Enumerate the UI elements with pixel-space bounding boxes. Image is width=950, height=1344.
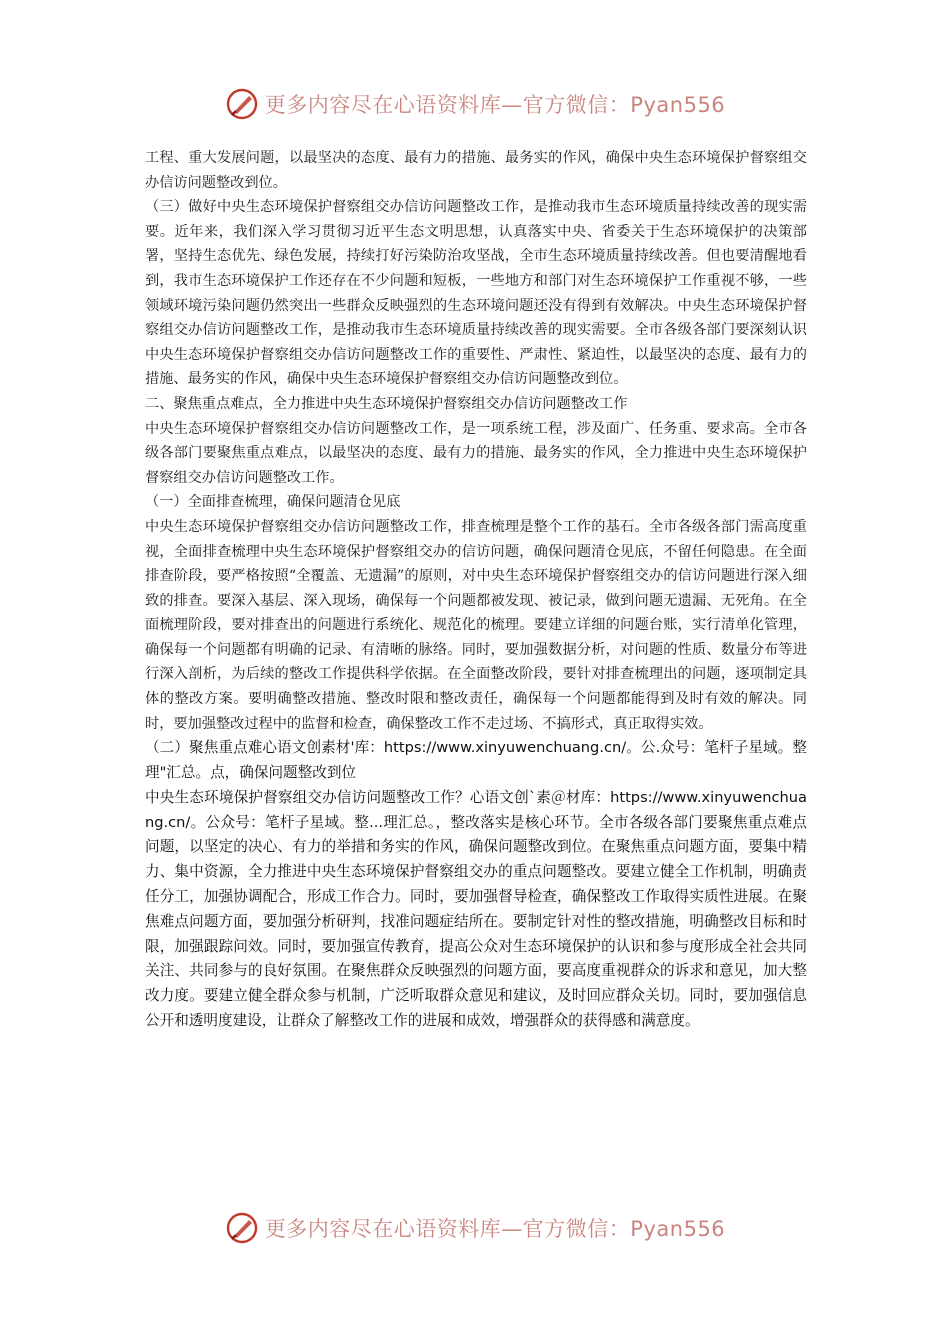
brush-logo-icon: [225, 1211, 259, 1245]
footer-banner: [0, 1208, 950, 1248]
subsection-heading: （二）聚焦重点难心语文创素材'库：https://www.xinyuwenchuang.cn/。公.众号：笔杆子星域。整理"汇总。点，确保问题整改到位: [145, 739, 807, 782]
paragraph: 中央生态环境保护督察组交办信访问题整改工作，排查梳理是整个工作的基石。全市各级各部门需高度重视，全面排查梳理中央生态环境保护督察组交办的信访问题，确保问题清仓见底，不留任何隐患。在全面排查阶段，要严格按照“全覆盖、无遗漏”的原则，对中央生态环境保护督察组交办的信访问题进行深入细致的排查。要深入基层、深入现场，确保每一个问题都被发现、被记录，做到问题无遗漏、无死角。在全面梳理阶段，要对排查出的问题进行系统化、规范化的梳理。要建立详细的问题台账，实行清单化管理，确保每一个问题都有明确的记录、有清晰的脉络。同时，要加强数据分析，对问题的性质、数量分布等进行深入剖析，为后续的整改工作提供科学依据。在全面整改阶段，要针对排查梳理出的问题，逐项制定具体的整改方案。要明确整改措施、整改时限和整改责任，确保每一个问题都能得到及时有效的解决。同时，要加强整改过程中的监督和检查，确保整改工作不走过场、不搞形式，真正取得实效。: [145, 518, 807, 732]
document-body: [145, 146, 807, 1034]
paragraph: 中央生态环境保护督察组交办信访问题整改工作？心语文创`素＠材库：https://www.xinyuwenchuang.cn/。公众号：笔杆子星域。整...理汇总。，整改落实是核心环节。全市各级各部门要聚焦重点难点问题，以坚定的决心、有力的举措和务实的作风，确保问题整改到位。在聚焦重点问题方面，要集中精力、集中资源，全力推进中央生态环境保护督察组交办的重点问题整改。要建立健全工作机制，明确责任分工，加强协调配合，形成工作合力。同时，要加强督导检查，确保整改工作取得实质性进展。在聚焦难点问题方面，要加强分析研判，找准问题症结所在。要制定针对性的整改措施，明确整改目标和时限，加强跟踪问效。同时，要加强宣传教育，提高公众对生态环境保护的认识和参与度形成全社会共同关注、共同参与的良好氛围。在聚焦群众反映强烈的问题方面，要高度重视群众的诉求和意见，加大整改力度。要建立健全群众参与机制，广泛听取群众意见和建议，及时回应群众关切。同时，要加强信息公开和透明度建设，让群众了解整改工作的进展和成效，增强群众的获得感和满意度。: [145, 788, 807, 1030]
section-heading: 二、聚焦重点难点，全力推进中央生态环境保护督察组交办信访问题整改工作: [145, 395, 628, 412]
header-banner: [0, 84, 950, 124]
banner-text: 更多内容尽在心语资料库—官方微信：Pyan556: [264, 93, 726, 117]
paragraph: 中央生态环境保护督察组交办信访问题整改工作，是一项系统工程，涉及面广、任务重、要求高。全市各级各部门要聚焦重点难点，以最坚决的态度、最有力的措施、最务实的作风，全力推进中央生态环境保护督察组交办信访问题整改工作。: [145, 420, 807, 486]
banner-text: 更多内容尽在心语资料库—官方微信：Pyan556: [264, 1217, 726, 1241]
paragraph: 工程、重大发展问题，以最坚决的态度、最有力的措施、最务实的作风，确保中央生态环境保护督察组交办信访问题整改到位。: [145, 150, 807, 191]
brush-logo-icon: [225, 87, 259, 121]
paragraph: （三）做好中央生态环境保护督察组交办信访问题整改工作，是推动我市生态环境质量持续改善的现实需要。近年来，我们深入学习贯彻习近平生态文明思想，认真落实中央、省委关于生态环境保护的决策部署，坚持生态优先、绿色发展，持续打好污染防治攻坚战，全市生态环境质量持续改善。但也要清醒地看到，我市生态环境保护工作还存在不少问题和短板，一些地方和部门对生态环境保护工作重视不够，一些领域环境污染问题仍然突出一些群众反映强烈的生态环境问题还没有得到有效解决。中央生态环境保护督察组交办信访问题整改工作，是推动我市生态环境质量持续改善的现实需要。全市各级各部门要深刻认识中央生态环境保护督察组交办信访问题整改工作的重要性、严肃性、紧迫性，以最坚决的态度、最有力的措施、最务实的作风，确保中央生态环境保护督察组交办信访问题整改到位。: [145, 199, 807, 388]
subsection-heading: （一）全面排查梳理，确保问题清仓见底: [145, 494, 401, 511]
